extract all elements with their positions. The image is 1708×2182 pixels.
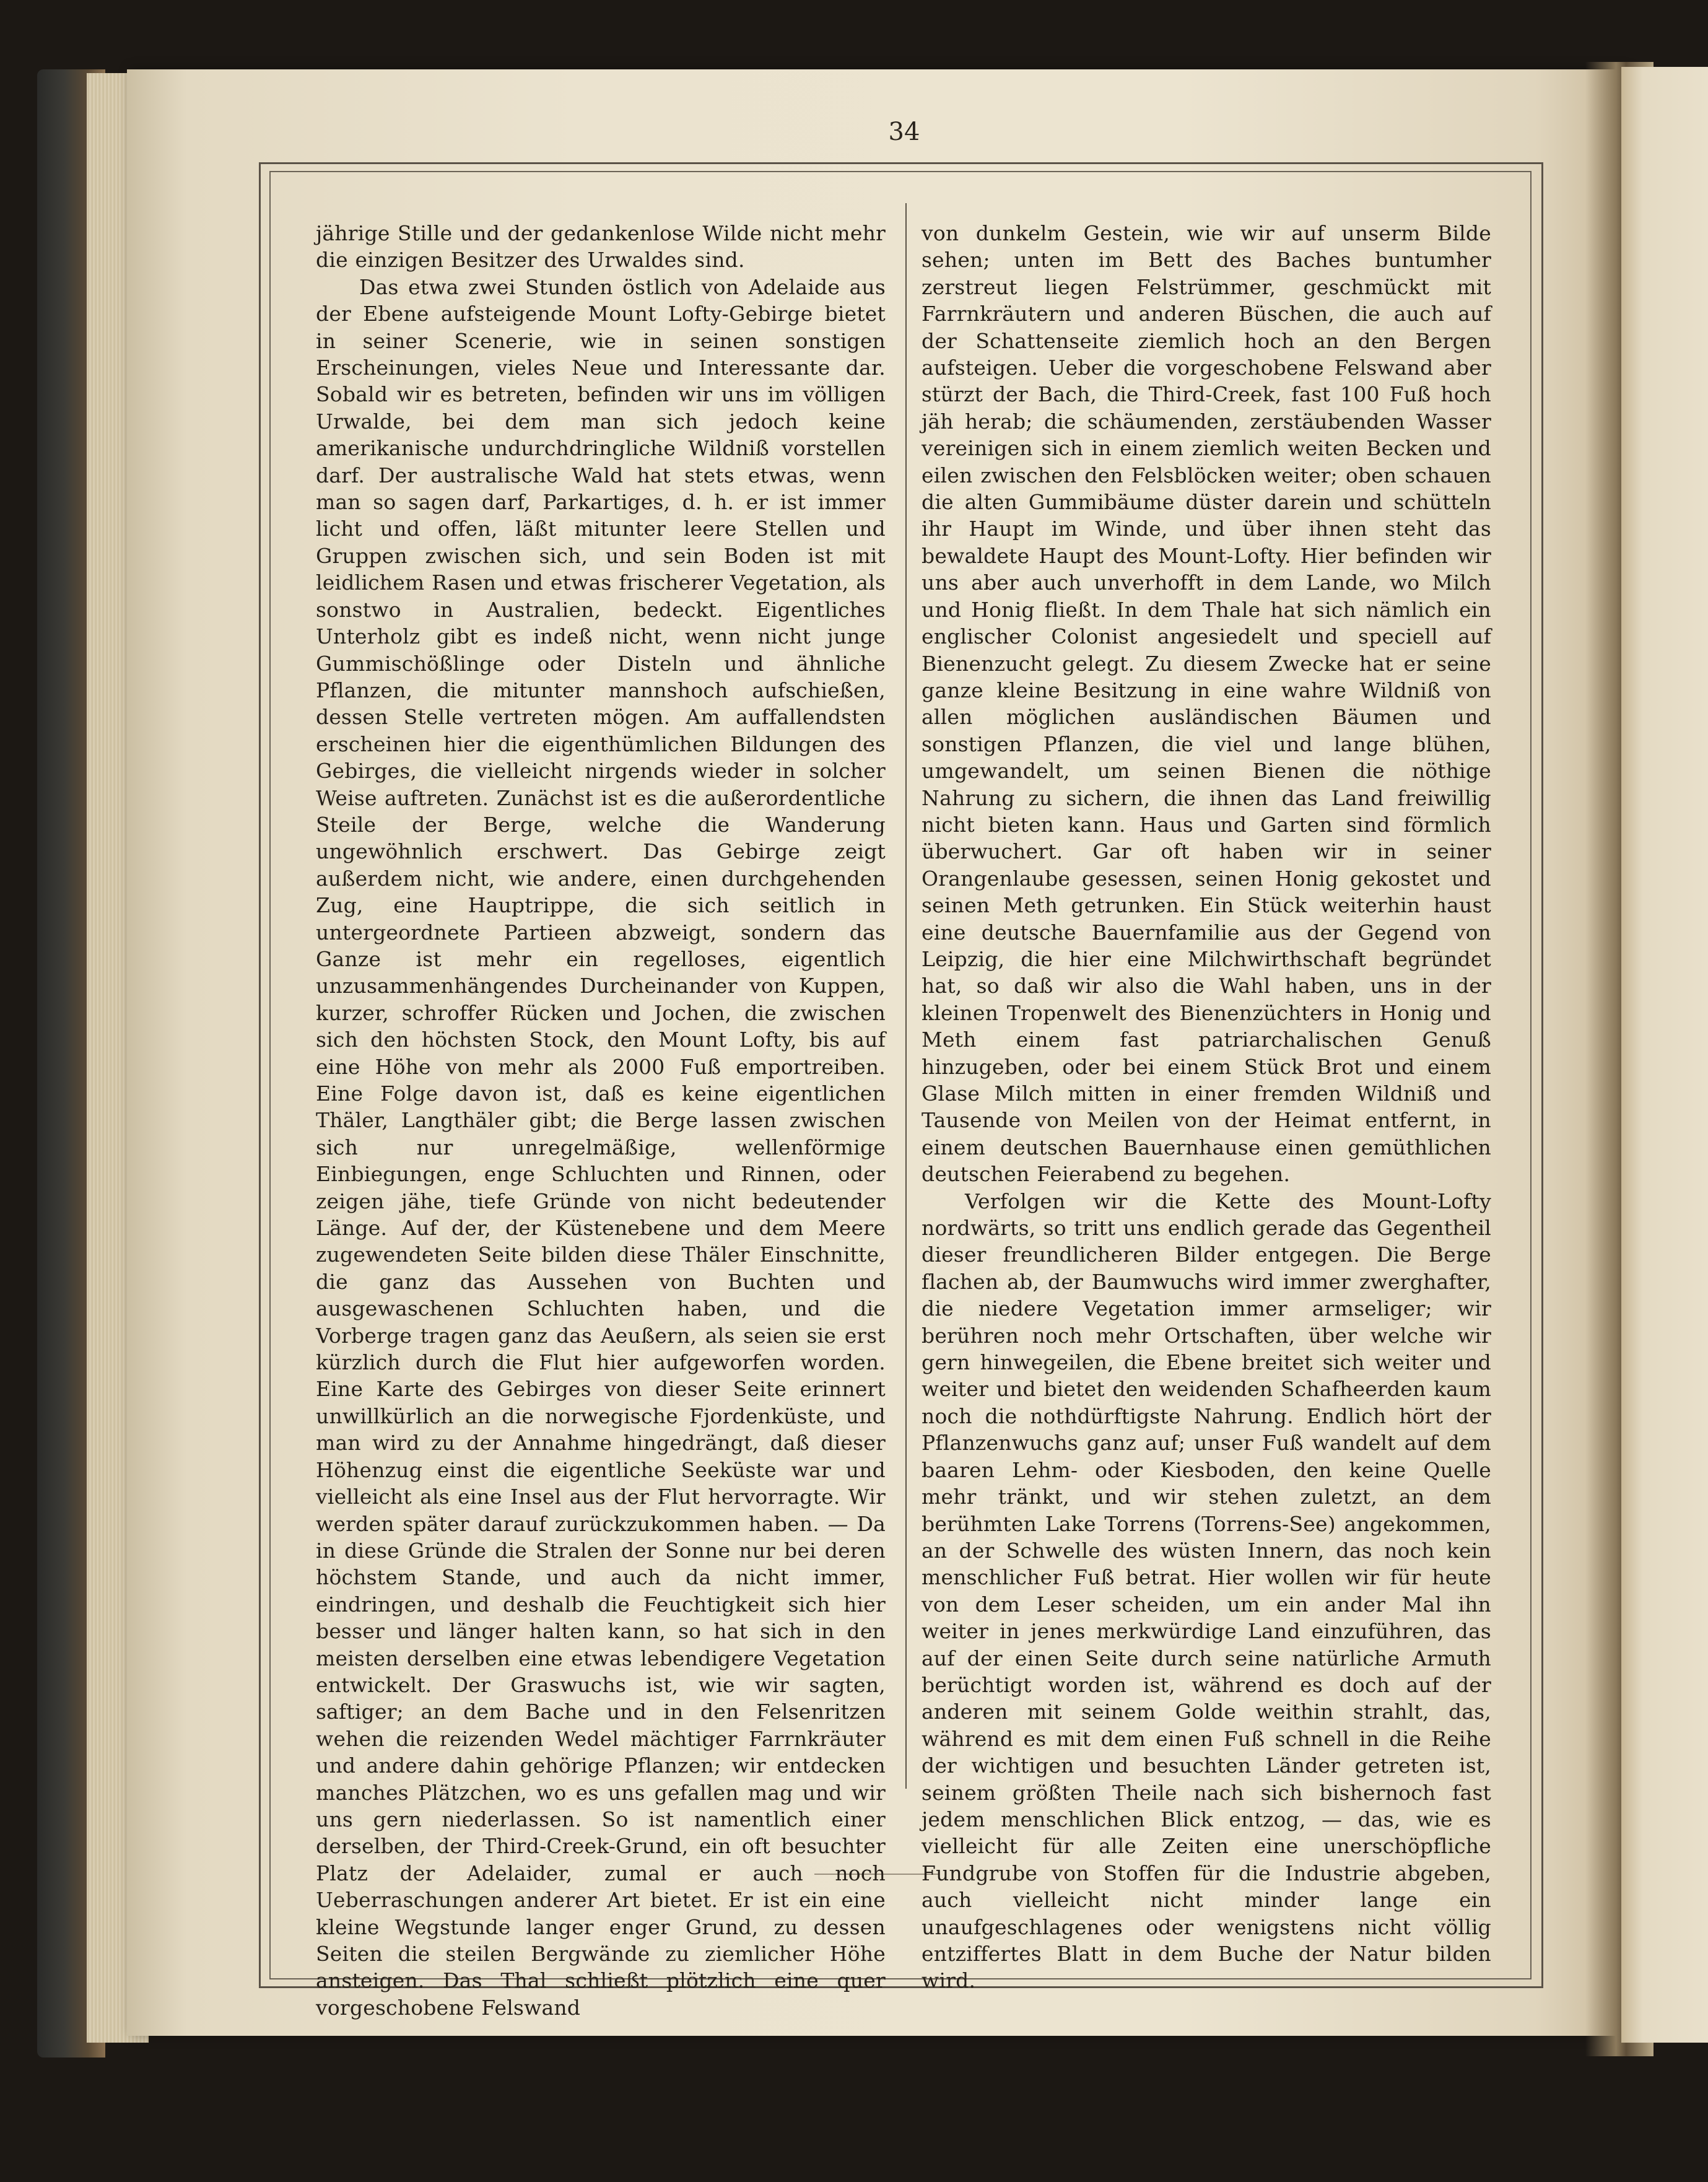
paragraph: von dunkelm Gestein, wie wir auf unserm Bilde sehen; unten im Bett des Baches buntumher zerstreut liegen Felstrümmer, geschmückt mit Farrnkräutern und anderen Büschen, die auch auf der Schattenseite ziemlich hoch an den Bergen aufsteigen. Ueber die vorgeschobene Felswand aber stürzt der Bach, die Third-Creek, fast 100 Fuß hoch jäh herab; die schäumenden, zerstäubenden Wasser vereinigen sich in einem ziemlich weiten Becken und eilen zwischen den Felsblöcken weiter; oben schauen die alten Gummibäume düster darein und schütteln ihr Haupt im Winde, und über ihnen steht das bewaldete Haupt des Mount-Lofty. Hier befinden wir uns aber auch unverhofft in dem Lande, wo Milch und Honig fließt. In dem Thale hat sich nämlich ein englischer Colonist angesiedelt und speciell auf Bienenzucht gelegt. Zu diesem Zwecke hat er seine ganze kleine Besitzung in eine wahre Wildniß von allen möglichen ausländischen Bäumen und sonstigen Pflanzen, die viel und lange blühen, umgewandelt, um seinen Bienen die nöthige Nahrung zu sichern, die ihnen das Land freiwillig nicht bieten kann. Haus und Garten sind förmlich überwuchert. Gar oft haben wir in seiner Orangenlaube gesessen, seinen Honig gekostet und seinen Meth getrunken. Ein Stück weiterhin haust eine deutsche Bauernfamilie aus der Gegend von Leipzig, die hier eine Milchwirthschaft begründet hat, so daß wir also die Wahl haben, uns in der kleinen Tropenwelt des Bienenzüchters in Honig und Meth einem fast patriarchalischen Genuß hinzugeben, oder bei einem Stück Brot und einem Glase Milch mitten in einer fremden Wildniß und Tausende von Meilen von der Heimat entfernt, in einem deutschen Bauernhause einen gemüthlichen deutschen Feierabend zu begehen. (922, 221, 1491, 1187)
next-page-edge (1621, 67, 1708, 2043)
text-column-left (316, 220, 886, 2021)
column-divider (905, 203, 907, 1789)
paragraph: Das etwa zwei Stunden östlich von Adelaide aus der Ebene aufsteigende Mount Lofty-Gebirge bietet in seiner Scenerie, wie in seinen sonstigen Erscheinungen, vieles Neue und Interessante dar. Sobald wir es betreten, befinden wir uns im völligen Urwalde, bei dem man sich jedoch keine amerikanische undurchdringliche Wildniß vorstellen darf. Der australische Wald hat stets etwas, wenn man so sagen darf, Parkartiges, d. h. er ist immer licht und offen, läßt mitunter leere Stellen und Gruppen zwischen sich, und sein Boden ist mit leidlichem Rasen und etwas frischerer Vegetation, als sonstwo in Australien, bedeckt. Eigentliches Unterholz gibt es indeß nicht, wenn nicht junge Gummischößlinge oder Disteln und ähnliche Pflanzen, die mitunter mannshoch aufschießen, dessen Stelle vertreten mögen. Am auffallendsten erscheinen hier die eigenthümlichen Bildungen des Gebirges, die vielleicht nirgends wieder in solcher Weise auftreten. Zunächst ist es die außerordentliche Steile der Berge, welche die Wanderung ungewöhnlich erschwert. Das Gebirge zeigt außerdem nicht, wie andere, einen durchgehenden Zug, eine Hauptrippe, die sich seitlich in untergeordnete Partieen abzweigt, sondern das Ganze ist mehr ein regelloses, eigentlich unzusammenhängendes Durcheinander von Kuppen, kurzer, schroffer Rücken und Jochen, die zwischen sich den höchsten Stock, den Mount Lofty, bis auf eine Höhe von mehr als 2000 Fuß emportreiben. Eine Folge davon ist, daß es keine eigentlichen Thäler, Langthäler gibt; die Berge lassen zwischen sich nur unregelmäßige, wellenförmige Einbiegungen, enge Schluchten und Rinnen, oder zeigen jähe, tiefe Gründe von nicht bedeutender Länge. Auf der, der Küstenebene und dem Meere zugewendeten Seite bilden diese Thäler Einschnitte, die ganz das Aussehen von Buchten und ausgewaschenen Schluchten haben, und die Vorberge tragen ganz das Aeußern, als seien sie erst kürzlich durch die Flut hier aufgeworfen worden. Eine Karte des Gebirges von dieser Seite erinnert unwillkürlich an die norwegische Fjordenküste, und man wird zu der Annahme hingedrängt, daß dieser Höhenzug einst die eigentliche Seeküste war und vielleicht als eine Insel aus der Flut hervorragte. Wir werden später darauf zurückzukommen haben. — Da in diese Gründe die Stralen der Sonne nur bei deren höchstem Stande, und auch da nicht immer, eindringen, und deshalb die Feuchtigkeit sich hier besser und länger halten kann, so hat sich in den meisten derselben eine etwas lebendigere Vegetation entwickelt. Der Graswuchs ist, wie wir sagten, saftiger; an dem Bache und in den Felsenritzen wehen die reizenden Wedel mächtiger Farrnkräuter und andere dahin gehörige Pflanzen; wir entdecken manches Plätzchen, wo es uns gefallen mag und wir uns gern niederlassen. So ist namentlich einer derselben, der Third-Creek-Grund, ein oft besuchter Platz der Adelaider, zumal er auch noch Ueberraschungen anderer Art bietet. Er ist ein eine kleine Wegstunde langer enger Grund, zu dessen Seiten die steilen Bergwände zu ziemlicher Höhe ansteigen. Das Thal schließt plötzlich eine quer vorgeschobene Felswand (316, 274, 886, 2020)
paragraph: Verfolgen wir die Kette des Mount-Lofty nordwärts, so tritt uns endlich gerade das Gegentheil dieser freundlicheren Bilder entgegen. Die Berge flachen ab, der Baumwuchs wird immer zwerghafter, die niedere Vegetation immer armseliger; wir berühren noch mehr Ortschaften, über welche wir gern hinwegeilen, die Ebene breitet sich weiter und weiter und bietet den weidenden Schafheerden kaum noch die nothdürftigste Nahrung. Endlich hört der Pflanzenwuchs ganz auf; unser Fuß wandelt auf dem baaren Lehm- oder Kiesboden, den keine Quelle mehr tränkt, und wir stehen zuletzt, an dem berühmten Lake Torrens (Torrens-See) angekommen, an der Schwelle des wüsten Innern, das noch kein menschlicher Fuß betrat. Hier wollen wir für heute von dem Leser scheiden, um ein ander Mal ihn weiter in jenes merkwürdige Land einzuführen, das auf der einen Seite durch seine natürliche Armuth berüchtigt worden ist, während es doch auf der anderen mit seinem Golde weithin strahlt, das, während es mit dem einen Fuß schnell in die Reihe der wichtigen und besuchten Länder getreten ist, seinem größten Theile nach sich bishernoch fast jedem menschlichen Blick entzog, — das, wie es vielleicht für alle Zeiten eine unerschöpfliche Fundgrube von Stoffen für die Industrie abgeben, auch vielleicht nicht minder lange ein unaufgeschlagenes oder wenigstens nicht völlig entziffertes Blatt in dem Buche der Natur bilden wird. (922, 1189, 1491, 1993)
text-column-right (922, 220, 1491, 1994)
page-number: 34 (888, 118, 920, 146)
paragraph: jährige Stille und der gedankenlose Wilde nicht mehr die einzigen Besitzer des Urwaldes sind. (316, 221, 886, 273)
